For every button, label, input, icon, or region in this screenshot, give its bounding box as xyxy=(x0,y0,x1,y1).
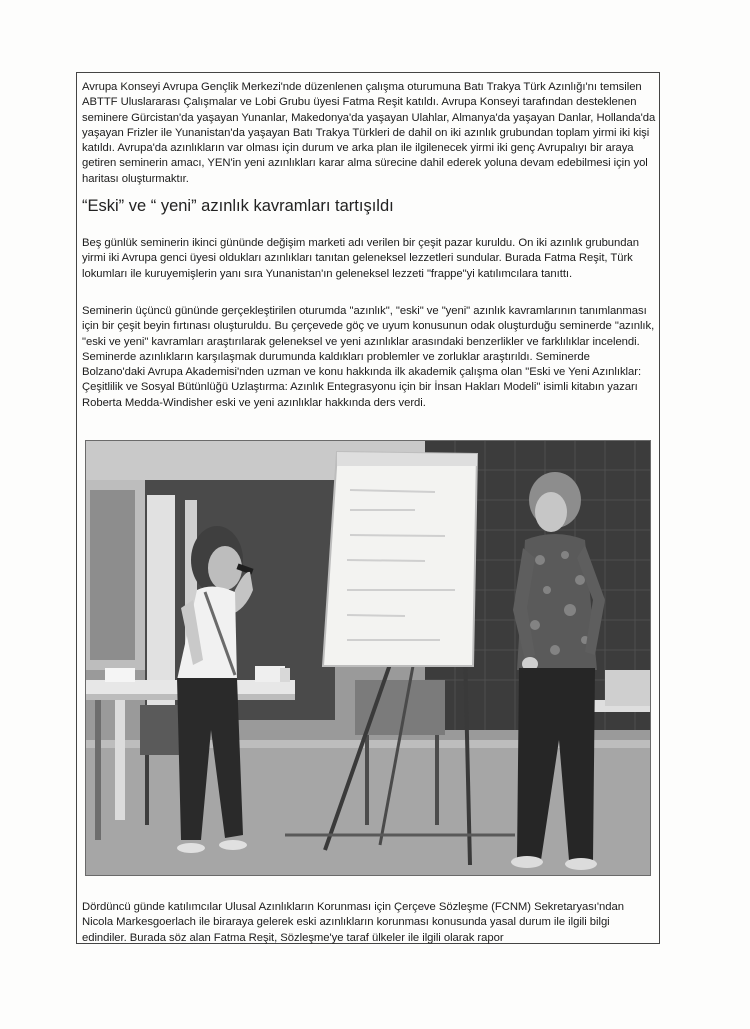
seminar-photo xyxy=(85,440,651,876)
intro-paragraph: Avrupa Konseyi Avrupa Gençlik Merkezi'nde düzenlenen çalışma oturumuna Batı Trakya Türk Azınlığı'nı temsilen ABTTF Uluslararası Çalışmalar ve Lobi Grubu üyesi Fatma Reşit katıldı. Avrupa Konseyi tarafından desteklenen seminere Gürcistan'da yaşayan Yunanlar, Makedonya'da yaşayan Ulahlar, Almanya'da yaşayan Danlar, Hollanda'da yaşayan Frizler ile Yunanistan'da yaşayan Batı Trakya Türkleri de dahil on iki azınlık grubundan toplam yirmi iki kişi katıldı. Avrupa'da azınlıkların var olması için durum ve arka plan ile ilgilenecek yirmi iki genç Avrupalıyı bir araya getiren seminerin amacı, YEN'in yeni azınlıkları karar alma sürecine dahil ederek yoluna devam edebilmesi için yol haritası oluşturmaktır. xyxy=(82,81,656,185)
seminar-photo-illustration xyxy=(85,440,651,876)
section-heading: “Eski” ve “ yeni” azınlık kavramları tartışıldı xyxy=(82,197,394,215)
paragraph-day-two: Beş günlük seminerin ikinci gününde değişim marketi adı verilen bir çeşit pazar kuruldu. On iki azınlık grubundan yirmi iki Avrupa genci üyesi oldukları azınlıkları tanıtan geleneksel lezzetleri sundular. Burada Fatma Reşit, Türk lokumları ile kuruyemişlerin yanı sıra Yunanistan'ın geleneksel lezzeti "frappe"yi katılımcılara tanıttı. xyxy=(82,237,639,280)
paragraph-day-four: Dördüncü günde katılımcılar Ulusal Azınlıkların Korunması için Çerçeve Sözleşme (FCNM) Sekretaryası'ndan Nicola Markesgoerlach ile biraraya gelerek eski azınlıkların korunması konusunda yasal durum ile ilgili bilgi edindiler. Burada söz alan Fatma Reşit, Sözleşme'ye taraf ülkeler ile ilgili olarak rapor xyxy=(82,901,624,944)
paragraph-day-three: Seminerin üçüncü gününde gerçekleştirilen oturumda "azınlık", "eski" ve "yeni" azınlık kavramlarının tanımlanması için bir çeşit beyin fırtınası oluşturuldu. Bu çerçevede göç ve uyum konusunun odak oluşturduğu seminerde "azınlık, "eski ve yeni" kavramları araştırılarak geleneksel ve yeni azınlıklar arasındaki benzerlikler ve farklılıklar incelendi. Seminerde azınlıkların karşılaşmak durumunda kaldıkları problemler ve zorluklar araştırıldı. Seminerde Bolzano'daki Avrupa Akademisi'nden uzman ve konu hakkında ilk akademik çalışma olan "Eski ve Yeni Azınlıklar: Çeşitlilik ve Sosyal Bütünlüğü Uzlaştırma: Azınlık Entegrasyonu için bir İnsan Hakları Modeli" isimli kitabın yazarı Roberta Medda-Windisher eski ve yeni azınlıklar hakkında ders verdi. xyxy=(82,305,655,409)
